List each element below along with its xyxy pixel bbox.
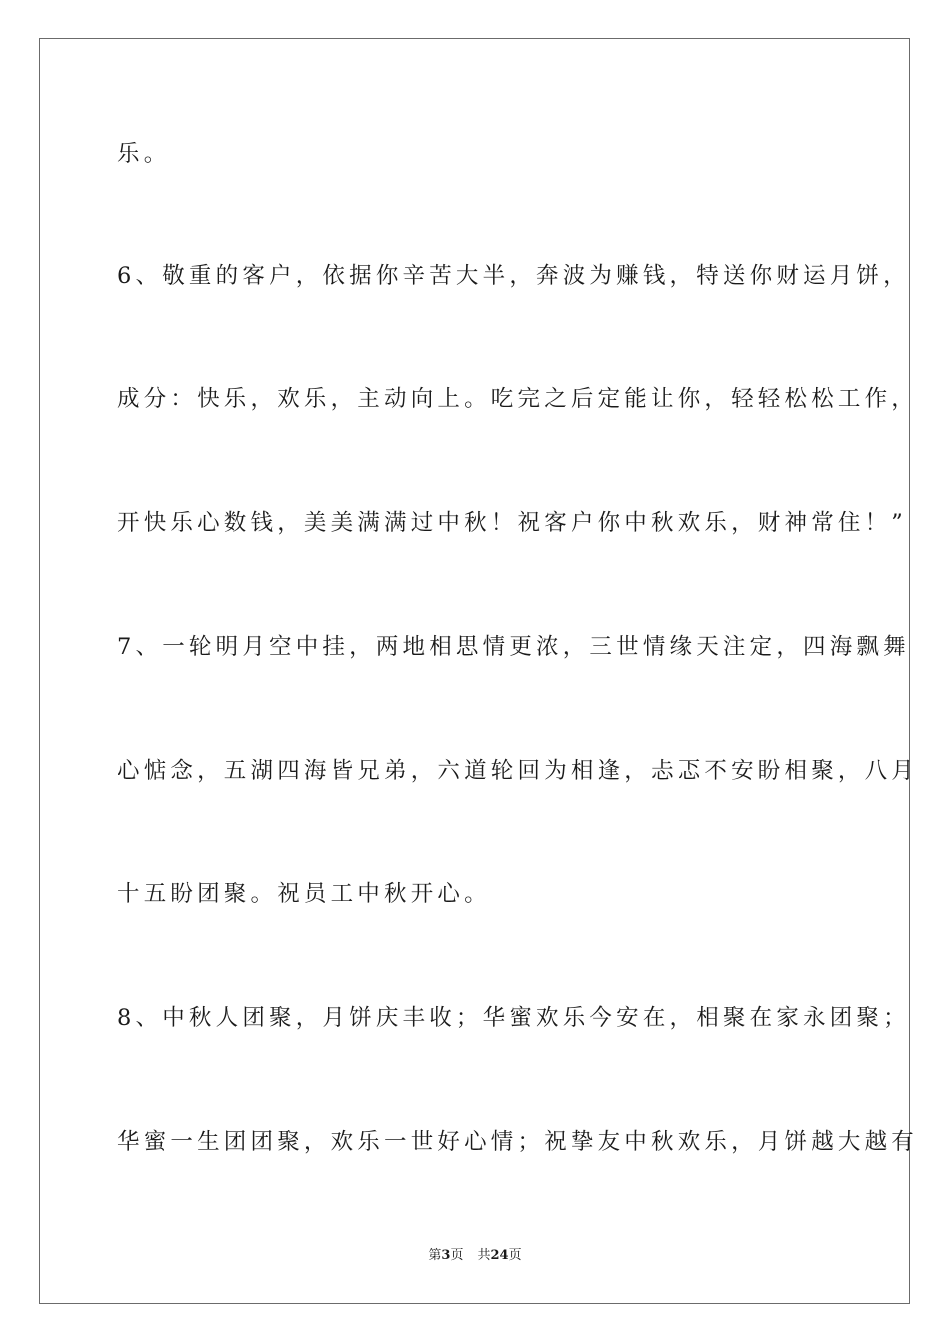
body-line-8: 8、中秋人团聚，月饼庆丰收；华蜜欢乐今安在，相聚在家永团聚； <box>117 1005 910 1031</box>
body-line-6: 心惦念，五湖四海皆兄弟，六道轮回为相逢，忐忑不安盼相聚，八月 <box>117 758 919 784</box>
total-suffix: 页 <box>508 1248 522 1263</box>
total-page-count: 24 <box>490 1248 509 1263</box>
body-line-7: 十五盼团聚。祝员工中秋开心。 <box>117 881 491 907</box>
page-suffix: 页 <box>450 1248 464 1263</box>
body-line-2: 6、敬重的客户，依据你辛苦大半，奔波为赚钱，特送你财运月饼， <box>117 263 910 289</box>
body-line-5: 7、一轮明月空中挂，两地相思情更浓，三世情缘天注定，四海飘舞 <box>117 634 910 660</box>
body-line-9: 华蜜一生团团聚，欢乐一世好心情；祝挚友中秋欢乐，月饼越大越有 <box>117 1129 919 1155</box>
current-page-number: 3 <box>441 1248 451 1263</box>
page-prefix: 第 <box>428 1248 442 1263</box>
body-line-1: 乐。 <box>117 141 171 167</box>
body-line-3: 成分：快乐，欢乐，主动向上。吃完之后定能让你，轻轻松松工作， <box>117 386 919 412</box>
total-prefix: 共 <box>477 1248 491 1263</box>
body-line-4: 开快乐心数钱，美美满满过中秋！祝客户你中秋欢乐，财神常住！” <box>117 510 908 536</box>
page-footer <box>0 1247 950 1265</box>
page-border <box>39 38 910 1304</box>
